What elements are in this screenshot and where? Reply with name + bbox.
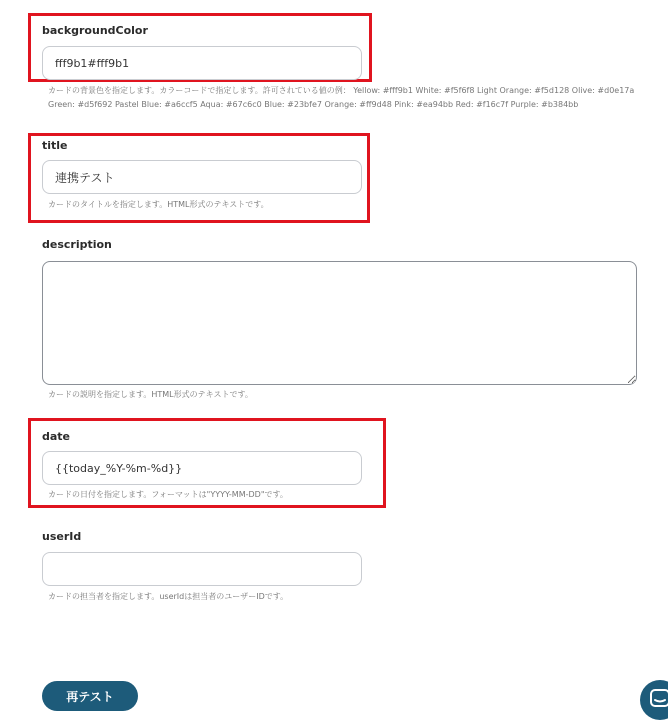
description-help: カードの説明を指定します。HTML形式のテキストです。 <box>48 390 253 399</box>
user-id-input[interactable] <box>42 552 362 586</box>
description-textarea[interactable] <box>42 261 637 385</box>
background-color-input[interactable] <box>42 46 362 80</box>
user-id-label: userId <box>42 530 82 543</box>
user-id-help: カードの担当者を指定します。userIdは担当者のユーザーIDです。 <box>48 592 289 601</box>
date-input[interactable] <box>42 451 362 485</box>
title-help: カードのタイトルを指定します。HTML形式のテキストです。 <box>48 200 269 209</box>
chat-bubble-icon[interactable] <box>640 680 668 720</box>
description-label: description <box>42 238 112 251</box>
title-input[interactable] <box>42 160 362 194</box>
retest-button[interactable]: 再テスト <box>42 681 138 711</box>
background-color-help: カードの背景色を指定します。カラーコードで指定します。許可されている値の例： Yellow: #fff9b1 White: #f5f6f8 Light Orange: #f5d128 Olive: #d0e17a Green: #d5f692 Pastel Blue: #a6ccf5 Aqua: #67c6c0 Blue: #23bfe7 Orange: #ff9d48 Pink: #ea94bb Red: #f16c7f Purple: #b384bb <box>48 86 635 109</box>
title-label: title <box>42 139 68 152</box>
background-color-label: backgroundColor <box>42 24 148 37</box>
date-help: カードの日付を指定します。フォーマットは"YYYY-MM-DD"です。 <box>48 490 288 499</box>
date-label: date <box>42 430 71 443</box>
